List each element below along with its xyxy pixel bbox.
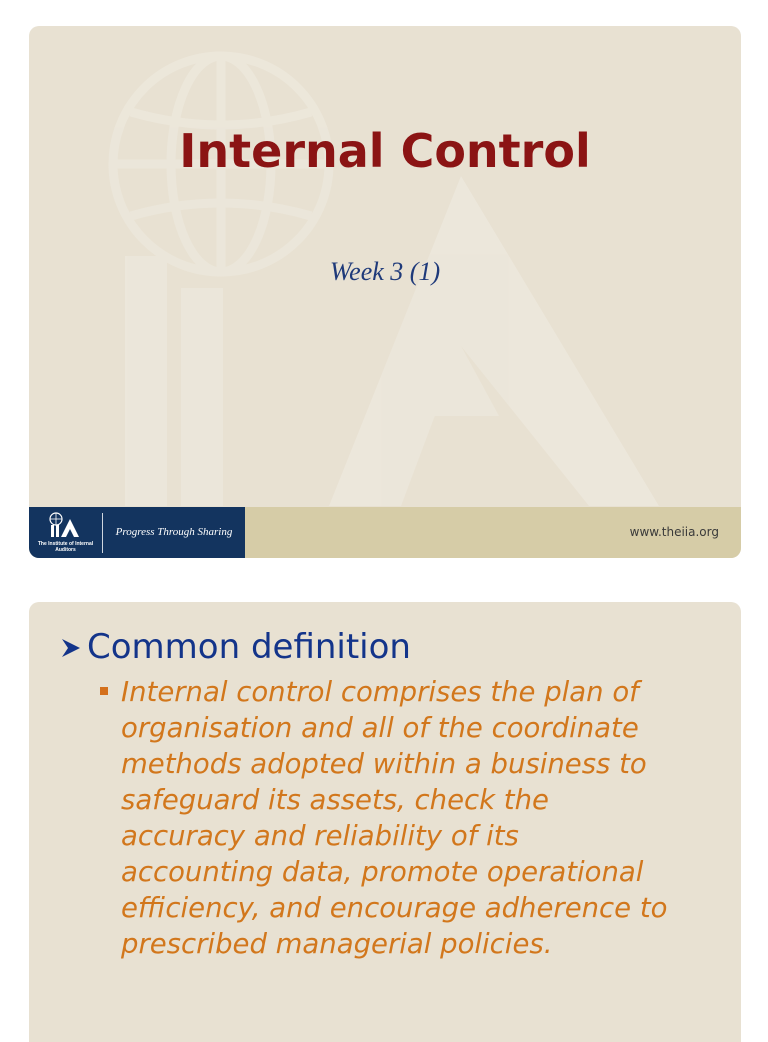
iia-logo (29, 507, 102, 558)
iia-logo-icon (29, 507, 102, 541)
slide-subtitle: Week 3 (1) (329, 257, 441, 286)
square-bullet-icon (100, 687, 108, 695)
footer-tagline: Progress Through Sharing (115, 526, 233, 538)
slide-title: Internal Control (179, 124, 591, 178)
logo-caption: The Institute of Internal Auditors (37, 541, 94, 553)
heading-text: Common definition (87, 627, 411, 667)
footer-brand (29, 507, 245, 558)
slide-heading (59, 626, 411, 668)
definition-text: Internal control comprises the plan of organisation and all of the coordinate methods adopted within a business to safeguard its assets, check the accuracy and reliability of its accounting data, promote operational efficiency, and encourage adherence to prescribed managerial policies. (121, 676, 668, 960)
footer-url: www.theiia.org (629, 525, 719, 539)
slide-1 (29, 26, 741, 558)
slide-2 (29, 602, 741, 1042)
arrowhead-bullet-icon (59, 626, 87, 668)
